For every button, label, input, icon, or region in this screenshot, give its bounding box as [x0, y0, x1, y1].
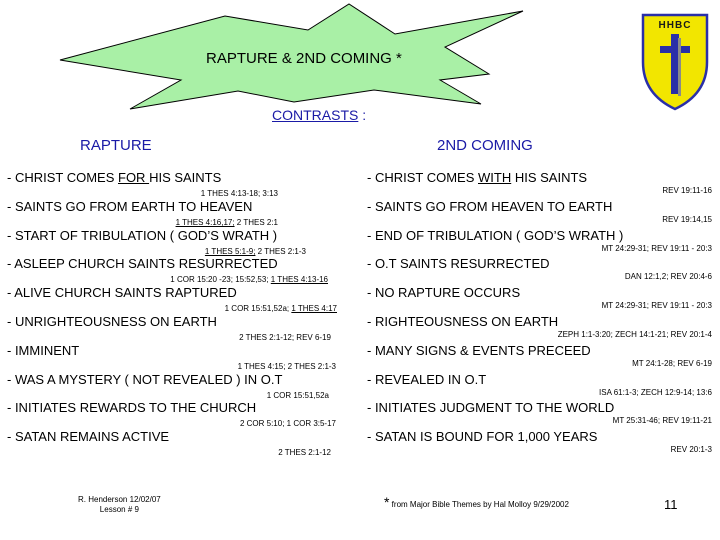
- rapture-scripture-ref: 1 THES 5:1-9; 2 THES 2:1-3: [204, 246, 306, 256]
- second-coming-scripture-ref: ZEPH 1:1-3:20; ZECH 14:1-21; REV 20:1-4: [557, 330, 712, 339]
- rapture-scripture-ref: 2 COR 5:10; 1 COR 3:5-17: [239, 419, 336, 429]
- contrasts-label: CONTRASTS :: [272, 107, 367, 123]
- lesson-line: Lesson # 9: [99, 505, 139, 514]
- page-title: RAPTURE & 2ND COMING *: [206, 50, 402, 67]
- author-note: [78, 495, 161, 515]
- source-credit: [384, 494, 569, 512]
- rapture-scripture-ref: 2 THES 2:1-12; REV 6-19: [239, 333, 331, 342]
- right-contrast-item: - REVEALED IN O.T: [367, 371, 487, 387]
- left-contrast-item: - SAINTS GO FROM EARTH TO HEAVEN: [7, 198, 253, 214]
- second-coming-scripture-ref: DAN 12:1,2; REV 20:4-6: [624, 272, 712, 282]
- right-contrast-item: - END OF TRIBULATION ( GOD’S WRATH ): [367, 227, 624, 243]
- right-contrast-item: - NO RAPTURE OCCURS: [367, 285, 521, 301]
- rapture-scripture-ref: 1 THES 4:13-18; 3:13: [200, 189, 278, 198]
- left-contrast-item: - SATAN REMAINS ACTIVE: [7, 429, 170, 445]
- right-contrast-item: - INITIATES JUDGMENT TO THE WORLD: [367, 400, 615, 416]
- source-star: *: [384, 494, 390, 510]
- source-text: from Major Bible Themes by Hal Molloy 9/29/2002: [389, 500, 569, 509]
- right-contrast-item: - RIGHTEOUSNESS ON EARTH: [367, 314, 559, 329]
- second-coming-scripture-ref: MT 24:1-28; REV 6-19: [632, 358, 712, 368]
- author-line: R. Henderson 12/02/07: [78, 495, 161, 504]
- second-coming-scripture-ref: MT 24:29-31; REV 19:11 - 20:3: [601, 243, 712, 253]
- left-contrast-item: - CHRIST COMES FOR HIS SAINTS: [7, 170, 222, 185]
- second-coming-scripture-ref: MT 24:29-31; REV 19:11 - 20:3: [601, 301, 712, 311]
- left-contrast-item: - INITIATES REWARDS TO THE CHURCH: [7, 400, 257, 416]
- right-contrast-item: - CHRIST COMES WITH HIS SAINTS: [367, 170, 588, 185]
- rapture-scripture-ref: 1 THES 4:15; 2 THES 2:1-3: [237, 361, 336, 371]
- left-contrast-item: - WAS A MYSTERY ( NOT REVEALED ) IN O.T: [7, 371, 283, 387]
- right-contrast-item: - O.T SAINTS RESURRECTED: [367, 256, 550, 272]
- rapture-heading: RAPTURE: [80, 137, 152, 154]
- second-coming-scripture-ref: REV 19:11-16: [662, 186, 712, 195]
- left-contrast-item: - ASLEEP CHURCH SAINTS RESURRECTED: [7, 256, 278, 272]
- left-contrast-item: - ALIVE CHURCH SAINTS RAPTURED: [7, 285, 237, 301]
- rapture-scripture-ref: 1 COR 15:51,52a; 1 THES 4:17: [224, 304, 337, 314]
- right-contrast-item: - SAINTS GO FROM HEAVEN TO EARTH: [367, 198, 613, 214]
- hhbc-shield-logo: [640, 12, 710, 112]
- rapture-scripture-ref: 1 THES 4:16,17; 2 THES 2:1: [175, 217, 278, 227]
- right-contrast-item: - SATAN IS BOUND FOR 1,000 YEARS: [367, 429, 598, 445]
- second-coming-heading: 2ND COMING: [437, 137, 533, 154]
- rapture-scripture-ref: 1 COR 15:20 -23; 15:52,53; 1 THES 4:13-16: [170, 275, 328, 285]
- rapture-scripture-ref: 2 THES 2:1-12: [278, 448, 331, 458]
- second-coming-scripture-ref: ISA 61:1-3; ZECH 12:9-14; 13:6: [599, 387, 712, 397]
- logo-text: HHBC: [658, 20, 692, 31]
- left-contrast-item: - IMMINENT: [7, 342, 80, 358]
- left-contrast-item: - UNRIGHTEOUSNESS ON EARTH: [7, 314, 217, 329]
- second-coming-scripture-ref: REV 19:14,15: [662, 214, 712, 224]
- second-coming-scripture-ref: MT 25:31-46; REV 19:11-21: [612, 416, 712, 426]
- right-contrast-item: - MANY SIGNS & EVENTS PRECEED: [367, 342, 591, 358]
- left-contrast-item: - START OF TRIBULATION ( GOD’S WRATH ): [7, 227, 278, 243]
- rapture-scripture-ref: 1 COR 15:51,52a: [266, 390, 329, 400]
- second-coming-scripture-ref: REV 20:1-3: [670, 445, 712, 455]
- page-number: 11: [664, 497, 678, 512]
